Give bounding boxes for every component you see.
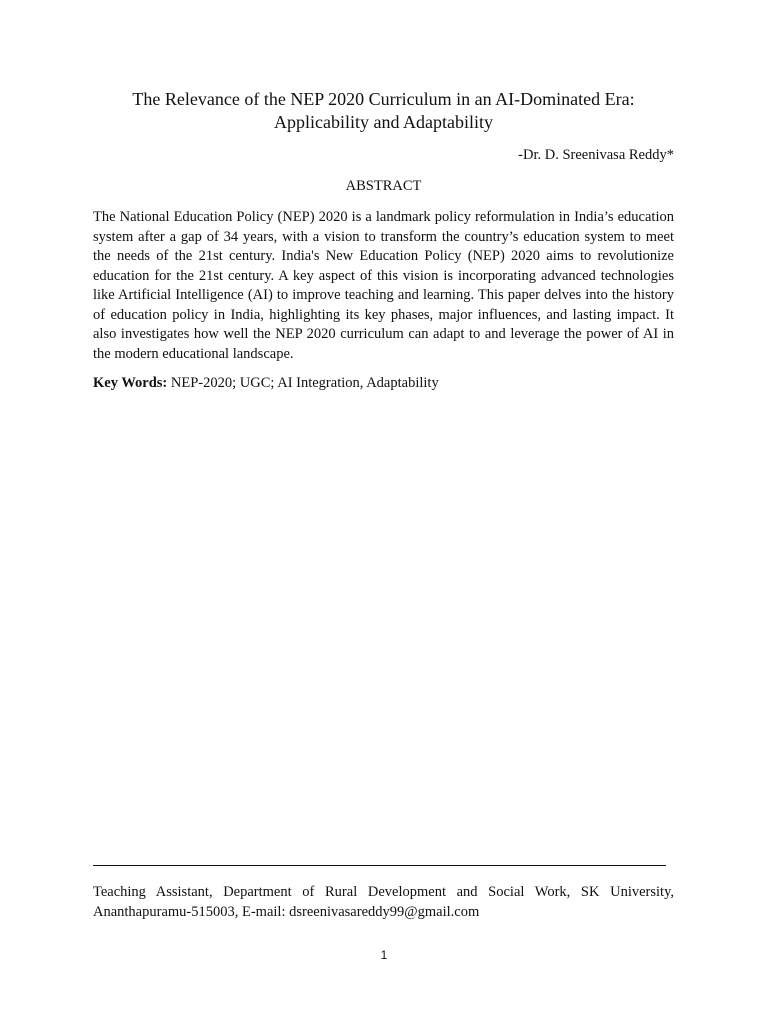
- keywords: [93, 374, 674, 392]
- author-affiliation-footnote: Teaching Assistant, Department of Rural Development and Social Work, SK University, Ananthapuramu-515003, E-mail: dsreenivasareddy99@gmail.com: [93, 884, 674, 920]
- paper-title-line-1: The Relevance of the NEP 2020 Curriculum in an AI-Dominated Era:: [132, 89, 635, 109]
- keywords-label: Key Words:: [93, 375, 168, 391]
- page-number: 1: [380, 948, 388, 962]
- abstract-body: The National Education Policy (NEP) 2020 is a landmark policy reformulation in India’s education system after a gap of 34 years, with a vision to transform the country’s education system to meet the needs of the 21st century. India's New Education Policy (NEP) 2020 aims to revolutionize education for the 21st century. A key aspect of this vision is incorporating advanced technologies like Artificial Intelligence (AI) to improve teaching and learning. This paper delves into the history of education policy in India, highlighting its key phases, major influences, and lasting impact. It also investigates how well the NEP 2020 curriculum can adapt to and leverage the power of AI in the modern educational landscape.: [93, 209, 674, 362]
- footnote-divider: [93, 865, 666, 866]
- paper-title-line-2: Applicability and Adaptability: [274, 112, 493, 132]
- keywords-list: NEP-2020; UGC; AI Integration, Adaptability: [167, 375, 439, 391]
- abstract-heading: ABSTRACT: [345, 178, 422, 194]
- author-name: -Dr. D. Sreenivasa Reddy*: [518, 147, 674, 163]
- paper-title: [93, 88, 674, 134]
